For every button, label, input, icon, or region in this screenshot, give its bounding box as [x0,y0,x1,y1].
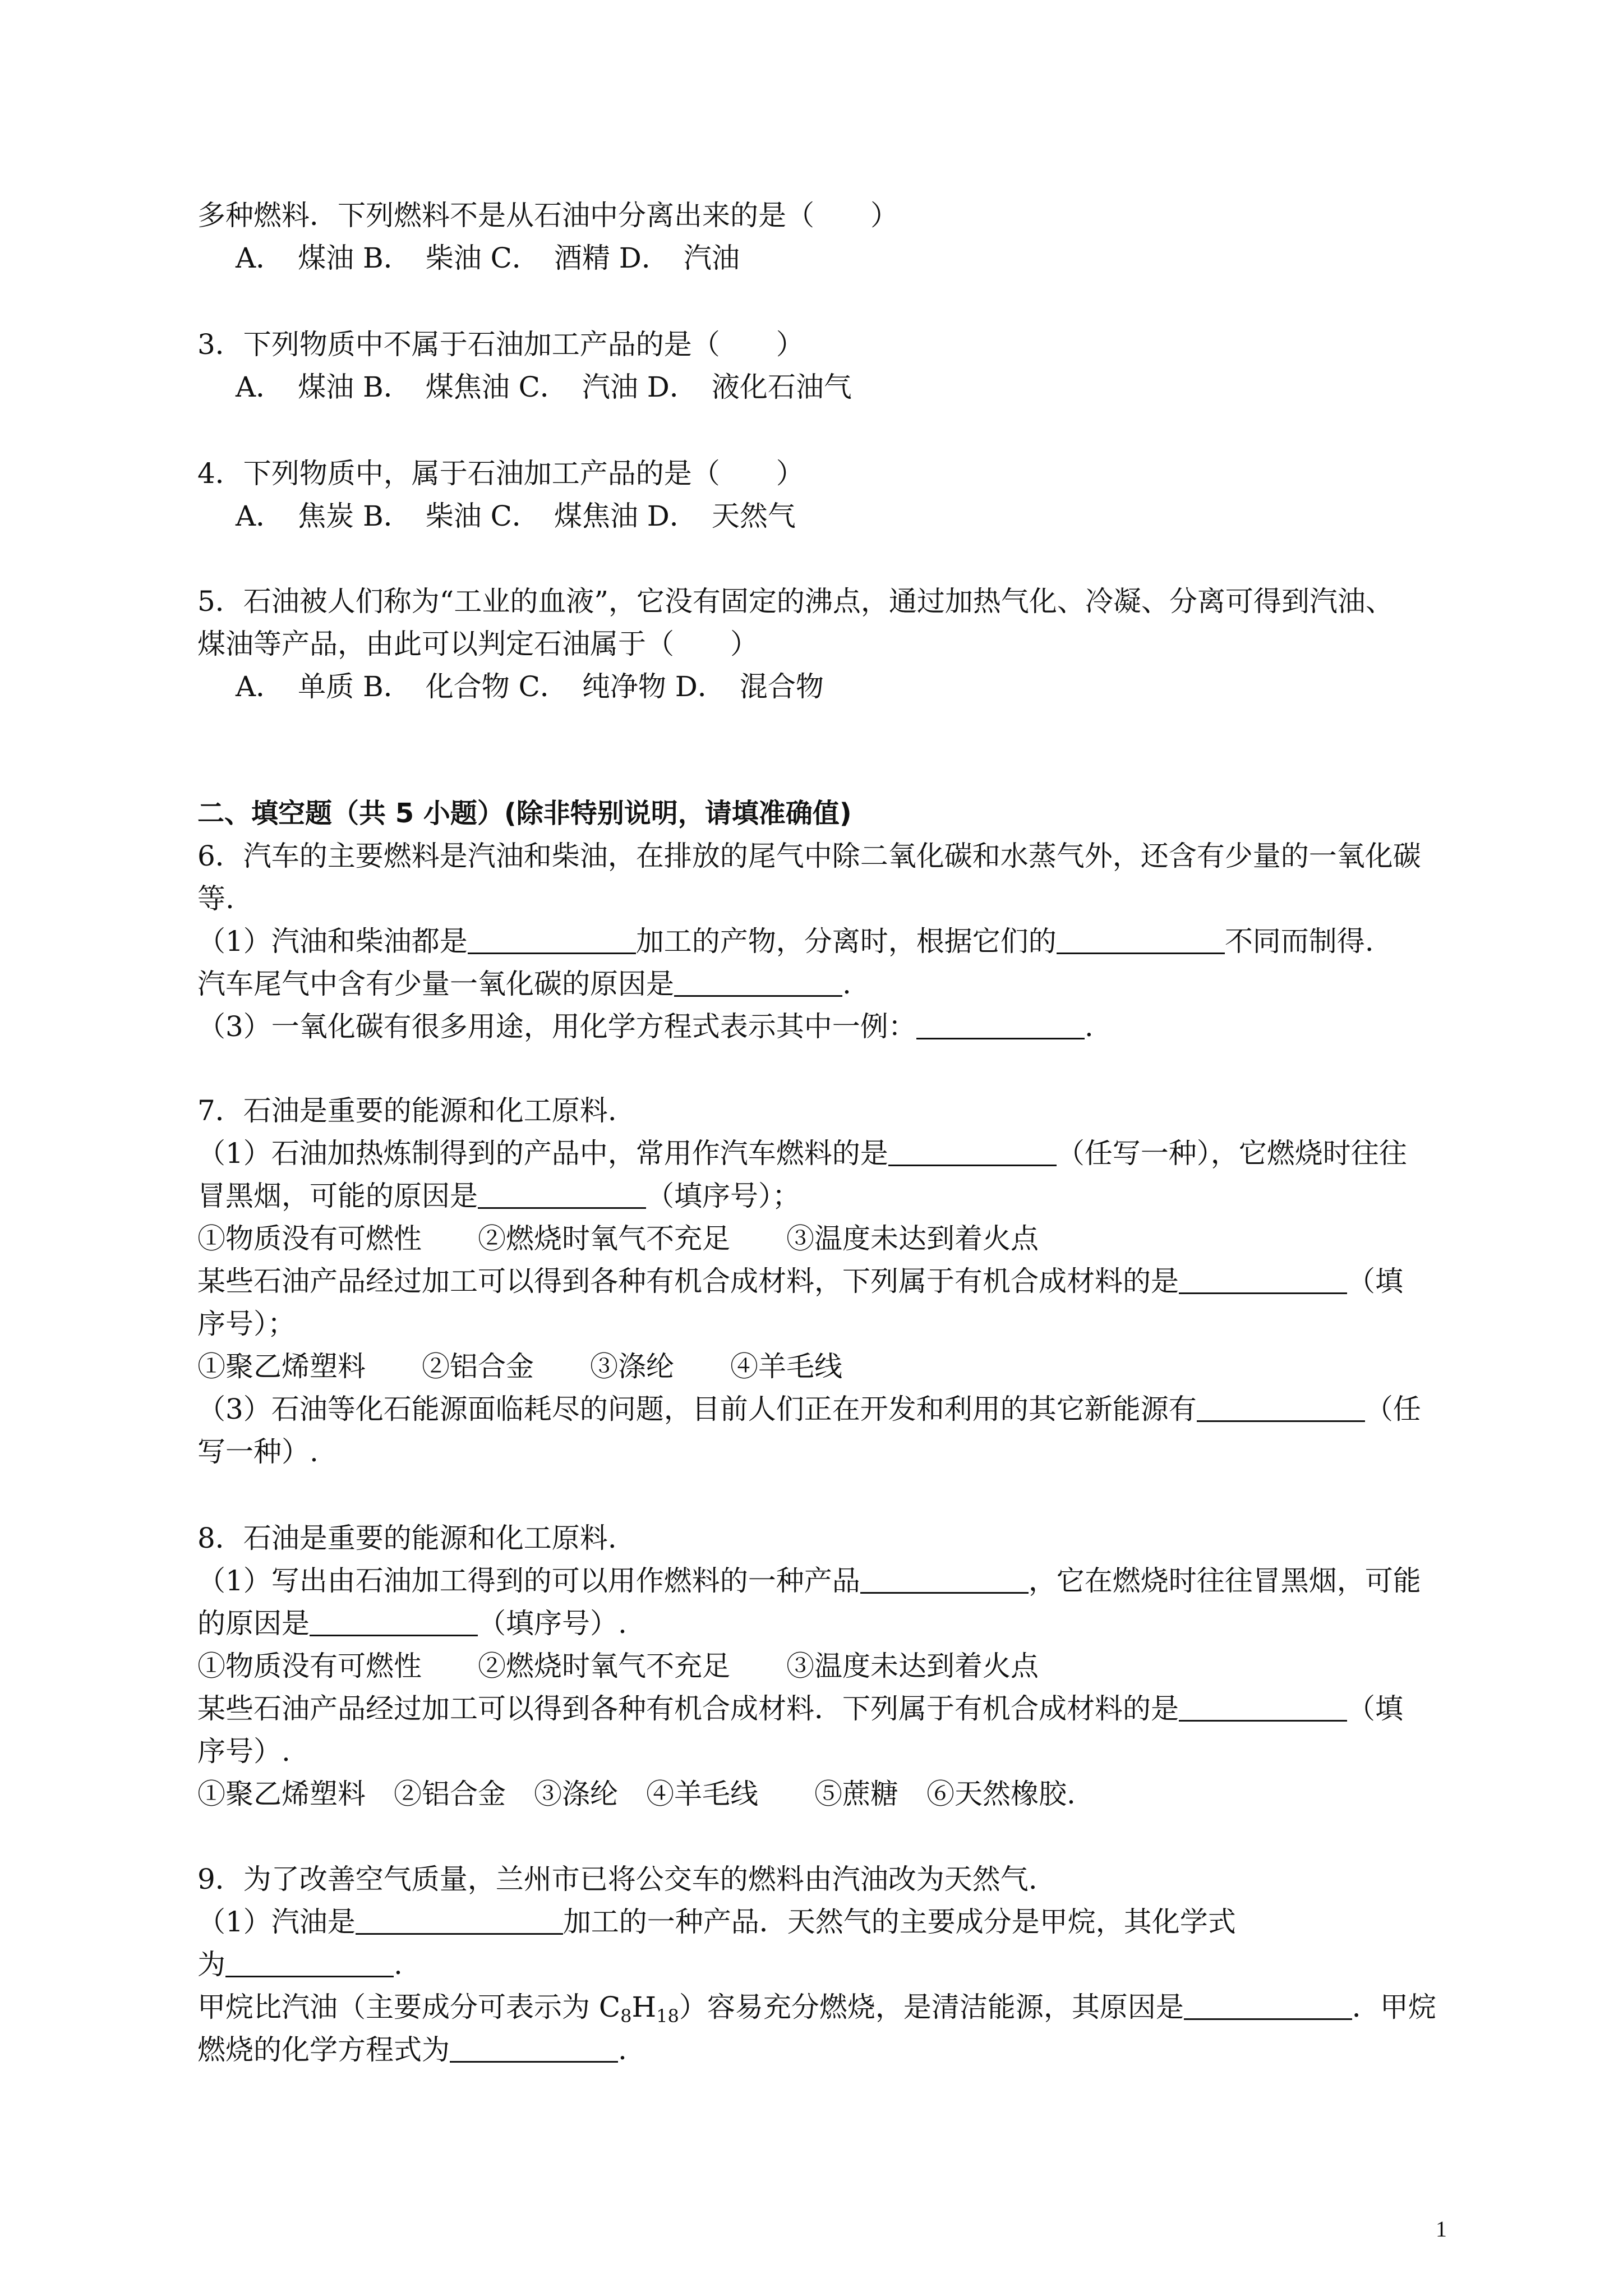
q6-line2: 等. [197,882,234,915]
q9-line1: 9．为了改善空气质量，兰州市已将公交车的燃料由汽油改为天然气. [197,1863,1038,1895]
page-number: 1 [1436,2216,1447,2242]
formula-subscript: 8 [620,2005,632,2027]
q7-line5 [197,1263,1403,1299]
q8-line2 [197,1563,1421,1599]
q7-line3-part1: 冒黑烟，可能的原因是 [197,1180,478,1212]
q6-line4-part2: . [842,968,851,1000]
q8-line4: ①物质没有可燃性 ②燃烧时氧气不充足 ③温度未达到着火点 [197,1650,1039,1682]
q6-line1: 6．汽车的主要燃料是汽油和柴油，在排放的尾气中除二氧化碳和水蒸气外，还含有少量的一氧化碳 [197,840,1421,872]
q7-line8-part1: （3）石油等化石能源面临耗尽的问题，目前人们正在开发和利用的其它新能源有 [197,1393,1197,1425]
q9-line4 [197,1989,1436,2034]
q8-line2-part2: ，它在燃烧时往往冒黑烟，可能 [1028,1565,1421,1597]
q6-line5 [197,1009,1094,1045]
q8-line2-part1: （1）写出由石油加工得到的可以用作燃料的一种产品 [197,1565,860,1597]
section-heading: 二、填空题（共 5 小题）(除非特别说明，请填准确值) [197,798,852,829]
answer-blank[interactable] [1179,1264,1347,1294]
q7-line1: 7．石油是重要的能源和化工原料. [197,1094,617,1127]
answer-blank[interactable] [310,1607,478,1636]
q7-line8-part2: （任 [1364,1393,1421,1425]
answer-blank[interactable] [225,1948,394,1977]
q6-line4 [197,966,851,1002]
answer-blank[interactable] [1057,924,1225,954]
q9-line4-part3: ．甲烷 [1352,1991,1436,2023]
q7-line2-part1: （1）石油加热炼制得到的产品中，常用作汽车燃料的是 [197,1137,888,1170]
answer-blank[interactable] [1184,1990,1352,2020]
formula-hydrogen: H [631,1991,657,2023]
q6-line3-part2: 加工的产物，分离时，根据它们的 [635,925,1057,958]
q7-line5-part2: （填 [1347,1265,1403,1297]
q7-line3-part2: （填序号）； [646,1180,800,1212]
q5-stem-line1: 5．石油被人们称为“工业的血液”，它没有固定的沸点，通过加热气化、冷凝、分离可得到汽油、 [197,585,1394,618]
q3-options: A． 煤油 B． 煤焦油 C． 汽油 D． 液化石油气 [236,371,852,403]
q9-line3-part1: 为 [197,1948,225,1981]
q5-stem-line2: 煤油等产品，由此可以判定石油属于（ ） [197,628,758,660]
answer-blank[interactable] [674,967,842,997]
q9-line5 [197,2032,627,2068]
q9-line4-part1: 甲烷比汽油（主要成分可表示为 C [197,1991,621,2023]
q8-line5-part1: 某些石油产品经过加工可以得到各种有机合成材料．下列属于有机合成材料的是 [197,1692,1179,1725]
q9-line3 [197,1947,403,1982]
q6-line4-part1: 汽车尾气中含有少量一氧化碳的原因是 [197,968,674,1000]
q7-line6: 序号）； [197,1308,296,1340]
q8-line6: 序号）. [197,1735,291,1768]
answer-blank[interactable] [1179,1692,1347,1722]
answer-blank[interactable] [450,2033,618,2063]
answer-blank[interactable] [888,1137,1057,1166]
q6-line3 [197,923,1374,959]
q7-line9: 写一种）. [197,1435,319,1468]
answer-blank[interactable] [1197,1392,1365,1422]
q9-line5-part1: 燃烧的化学方程式为 [197,2033,450,2066]
q4-stem: 4．下列物质中，属于石油加工产品的是（ ） [197,457,804,490]
q2-options: A． 煤油 B． 柴油 C． 酒精 D． 汽油 [236,242,740,274]
q9-line2-part1: （1）汽油是 [197,1906,356,1938]
q6-line3-part3: 不同而制得. [1224,925,1374,958]
q7-line2-part2: （任写一种），它燃烧时往往 [1056,1137,1407,1170]
q8-line1: 8．石油是重要的能源和化工原料. [197,1522,617,1554]
q8-line3 [197,1605,627,1641]
q6-line3-part1: （1）汽油和柴油都是 [197,925,468,958]
q9-line2-part2: 加工的一种产品．天然气的主要成分是甲烷，其化学式 [562,1906,1236,1938]
q7-line2 [197,1135,1407,1171]
answer-blank[interactable] [916,1010,1085,1039]
answer-blank[interactable] [468,924,636,954]
q6-line5-part1: （3）一氧化碳有很多用途，用化学方程式表示其中一例： [197,1010,916,1043]
q7-line3 [197,1178,800,1214]
q7-line7: ①聚乙烯塑料 ②铝合金 ③涤纶 ④羊毛线 [197,1350,842,1383]
q5-options: A． 单质 B． 化合物 C． 纯净物 D． 混合物 [236,670,824,703]
q9-line2 [197,1904,1236,1940]
q2-stem-tail: 多种燃料．下列燃料不是从石油中分离出来的是（ ） [197,199,898,232]
q9-line3-part2: . [394,1948,403,1981]
q8-line3-part1: 的原因是 [197,1607,310,1640]
q7-line4: ①物质没有可燃性 ②燃烧时氧气不充足 ③温度未达到着火点 [197,1222,1039,1255]
q7-line5-part1: 某些石油产品经过加工可以得到各种有机合成材料，下列属于有机合成材料的是 [197,1265,1179,1297]
q6-line5-part2: . [1084,1010,1094,1043]
q4-options: A． 焦炭 B． 柴油 C． 煤焦油 D． 天然气 [236,500,796,532]
formula-subscript: 18 [656,2005,679,2027]
answer-blank[interactable] [860,1564,1029,1594]
answer-blank[interactable] [356,1905,563,1935]
q7-line8 [197,1391,1421,1427]
q9-line4-part2: ）容易充分燃烧，是清洁能源，其原因是 [679,1991,1184,2023]
answer-blank[interactable] [478,1179,646,1209]
q8-line7: ①聚乙烯塑料 ②铝合金 ③涤纶 ④羊毛线 ⑤蔗糖 ⑥天然橡胶. [197,1778,1076,1810]
q9-line5-part2: . [618,2033,627,2066]
q8-line3-part2: （填序号）. [478,1607,627,1640]
q8-line5-part2: （填 [1347,1692,1403,1725]
q8-line5 [197,1691,1403,1727]
q3-stem: 3．下列物质中不属于石油加工产品的是（ ） [197,328,804,361]
